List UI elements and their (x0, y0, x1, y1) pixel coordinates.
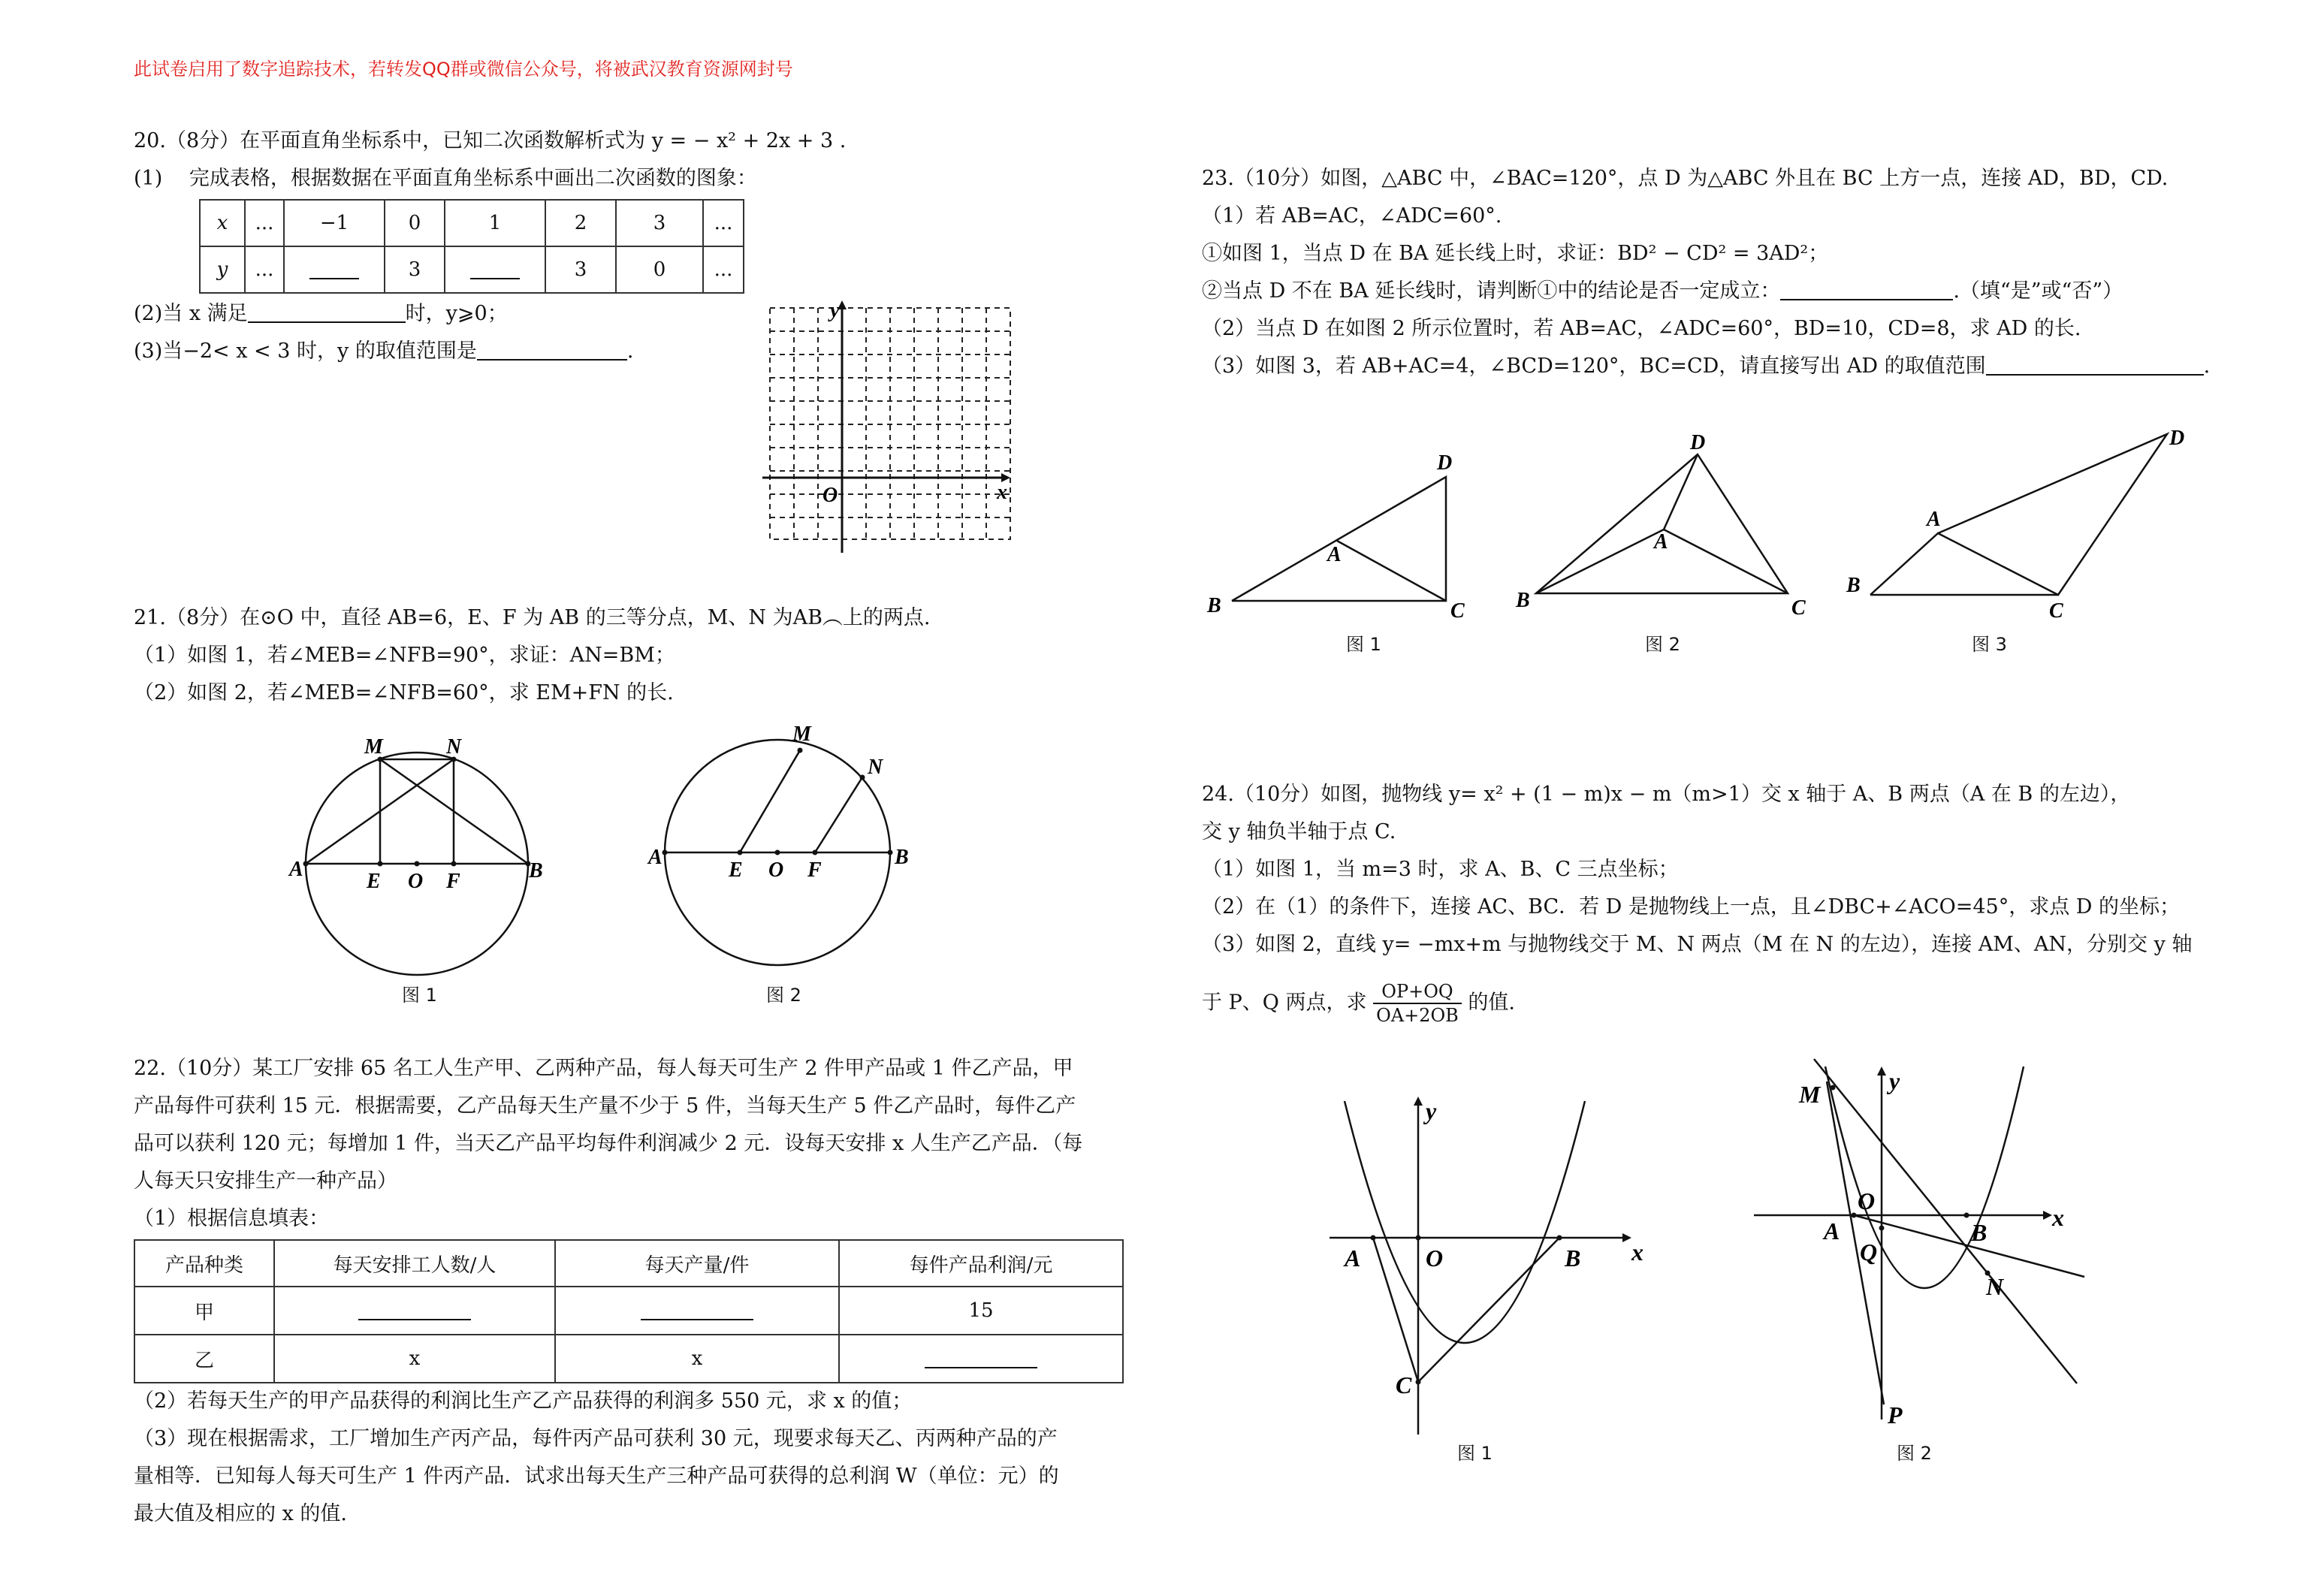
answer-blank[interactable] (1780, 279, 1953, 300)
point-label: B (895, 846, 909, 869)
q20-value-table (199, 199, 744, 294)
point-label: O (768, 858, 784, 882)
q23-figure-2 (1502, 428, 1818, 631)
q24-line-4: （2）在（1）的条件下，连接 AC、BC．若 D 是抛物线上一点，且∠DBC+∠ACO=45°，求点 D 的坐标； (1202, 895, 2181, 919)
q20-part2 (134, 300, 508, 327)
table-cell: 1 (445, 200, 545, 246)
axis-label-x: x (997, 481, 1007, 504)
point-label: E (729, 858, 743, 882)
point-label: C (1791, 596, 1806, 620)
table-cell: ... (245, 246, 284, 293)
point-label: D (2169, 427, 2185, 450)
fraction-denominator: OA+2OB (1376, 1005, 1459, 1026)
point-label: C (1396, 1371, 1412, 1398)
point-label: C (2049, 599, 2063, 623)
fraction-numerator: OP+OQ (1373, 980, 1462, 1004)
q23-figure-1 (1198, 443, 1484, 631)
point-label: A (289, 858, 303, 881)
point-label: D (1690, 431, 1706, 454)
arrow-icon (2043, 1211, 2052, 1220)
answer-blank[interactable] (445, 246, 545, 293)
table-header: 产品种类 (134, 1240, 274, 1287)
q23-line-4-prefix: ②当点 D 不在 BA 延长线时，请判断①中的结论是否一定成立： (1202, 279, 1781, 303)
point-label: A (1327, 543, 1342, 566)
q20-part2-prefix: (2)当 x 满足 (134, 302, 248, 325)
point-label: M (1799, 1081, 1821, 1108)
q23-line-2: （1）若 AB=AC，∠ADC=60°. (1202, 204, 1502, 228)
point-label: N (868, 756, 883, 779)
point-label: F (807, 858, 822, 882)
q22-line-9: 最大值及相应的 x 的值. (134, 1502, 347, 1525)
q22-line-1: 22.（10分）某工厂安排 65 名工人生产甲、乙两种产品，每人每天可生产 2 件甲产品或 1 件乙产品，甲 (134, 1057, 1073, 1080)
table-cell: 3 (545, 246, 616, 293)
table-cell: 0 (616, 246, 703, 293)
q22-line-2: 产品每件可获利 15 元．根据需要，乙产品每天生产量不少于 5 件，当每天生产 5 件乙产品时，每件乙产 (134, 1094, 1076, 1118)
table-cell: 2 (545, 200, 616, 246)
axis-label-x: x (2052, 1204, 2064, 1231)
table-cell: 3 (385, 246, 445, 293)
q24-figure-1 (1322, 1089, 1653, 1435)
q24-line-6 (1202, 980, 1515, 1027)
q21-part1: （1）如图 1，若∠MEB=∠NFB=90°，求证：AN=BM； (134, 644, 675, 667)
q24-line-6-suffix: 的值. (1468, 991, 1515, 1015)
q22-line-7: （3）现在根据需求，工厂增加生产丙产品，每件丙产品可获利 30 元，现要求每天乙、丙两种产品的产 (134, 1427, 1058, 1450)
answer-blank[interactable] (1986, 354, 2204, 376)
q20-coordinate-grid (762, 299, 1018, 554)
origin-label: O (1858, 1187, 1876, 1214)
q24-line-2: 交 y 轴负半轴于点 C. (1202, 820, 1396, 843)
figure-caption: 图 1 (402, 985, 437, 1006)
q23-line-4-suffix: .（填“是”或“否”） (1953, 279, 2123, 303)
q20-title: 20.（8分）在平面直角坐标系中，已知二次函数解析式为 y = − x² + 2x + 3 . (134, 129, 847, 152)
table-cell: −1 (284, 200, 385, 246)
point-label: A (1927, 508, 1941, 531)
arrow-icon (1414, 1097, 1423, 1106)
table-cell: 0 (385, 200, 445, 246)
q23-line-3: ①如图 1，当点 D 在 BA 延长线上时，求证：BD² − CD² = 3AD²； (1202, 242, 1829, 265)
q24-line-1: 24.（10分）如图，抛物线 y= x² + (1 − m)x − m（m>1）交 x 轴于 A、B 两点（A 在 B 的左边）， (1202, 783, 2131, 806)
figure-caption: 图 1 (1346, 634, 1381, 655)
q20-part3-suffix: . (626, 339, 634, 363)
watermark-notice: 此试卷启用了数字追踪技术，若转发QQ群或微信公众号，将被武汉教育资源网封号 (134, 59, 793, 80)
point-label: B (1207, 594, 1221, 617)
point-label: C (1450, 599, 1465, 623)
table-cell: x (555, 1335, 839, 1383)
axis-label-y: y (1426, 1097, 1437, 1124)
point-label: M (364, 735, 383, 759)
point-label: A (1824, 1217, 1840, 1245)
q23-line-1: 23.（10分）如图，△ABC 中，∠BAC=120°，点 D 为△ABC 外且在 BC 上方一点，连接 AD，BD，CD. (1202, 167, 2169, 190)
axis-label-y: y (830, 299, 840, 322)
figure-caption: 图 2 (1645, 634, 1680, 655)
q21-figure-2 (642, 714, 928, 976)
q24-line-5: （3）如图 2，直线 y= −mx+m 与抛物线交于 M、N 两点（M 在 N 的左边），连接 AM、AN，分别交 y 轴 (1202, 933, 2193, 956)
q21-title: 21.（8分）在⊙O 中，直径 AB=6，E、F 为 AB 的三等分点，M、N 为AB︵上的两点. (134, 606, 931, 629)
q23-figure-3 (1833, 421, 2193, 623)
point-label: A (1345, 1245, 1361, 1272)
point-label: D (1437, 451, 1453, 475)
point-label: P (1888, 1401, 1903, 1429)
q20-part3-prefix: (3)当−2< x < 3 时，y 的取值范围是 (134, 339, 477, 363)
table-cell: ... (703, 200, 744, 246)
q23-line-6 (1202, 353, 2210, 380)
table-cell: y (200, 246, 245, 293)
point-label: E (367, 870, 381, 893)
origin-label: O (822, 484, 838, 507)
table-header: 每天安排工人数/人 (274, 1240, 555, 1287)
q21-part2: （2）如图 2，若∠MEB=∠NFB=60°，求 EM+FN 的长. (134, 681, 674, 704)
ratio-fraction (1373, 980, 1462, 1027)
q22-line-6: （2）若每天生产的甲产品获得的利润比生产乙产品获得的利润多 550 元，求 x 的值； (134, 1389, 913, 1413)
point-label: O (408, 870, 424, 893)
arrow-icon (1622, 1233, 1631, 1242)
q23-line-6-prefix: （3）如图 3，若 AB+AC=4，∠BCD=120°，BC=CD，请直接写出 AD 的取值范围 (1202, 354, 1986, 378)
q23-line-6-suffix: . (2203, 354, 2211, 378)
q20-part2-suffix: 时，y⩾0； (405, 302, 508, 325)
q22-line-4: 人每天只安排生产一种产品） (134, 1169, 397, 1193)
figure-caption: 图 2 (766, 985, 801, 1006)
table-header: 每件产品利润/元 (839, 1240, 1123, 1287)
table-cell: ... (703, 246, 744, 293)
point-label: Q (1860, 1238, 1878, 1266)
q24-figure-2 (1743, 1059, 2088, 1435)
q22-line-5: （1）根据信息填表： (134, 1207, 330, 1230)
parabola-curve (1825, 1067, 2024, 1288)
table-cell: x (200, 200, 245, 246)
point-label: A (648, 846, 663, 869)
point-label: A (1654, 530, 1668, 554)
figure-caption: 图 1 (1457, 1443, 1493, 1464)
answer-blank[interactable] (477, 339, 627, 361)
answer-blank[interactable] (839, 1335, 1123, 1383)
q22-line-8: 量相等．已知每人每天可生产 1 件丙产品．试求出每天生产三种产品可获得的总利润 W（单位：元）的 (134, 1465, 1059, 1488)
axis-label-x: x (1631, 1238, 1643, 1266)
q21-figure-1 (285, 729, 541, 976)
figure-caption: 图 2 (1897, 1443, 1932, 1464)
point-label: B (1846, 574, 1861, 597)
point-label: M (792, 723, 811, 746)
q20-part3 (134, 338, 633, 365)
origin-label: O (1426, 1245, 1444, 1272)
answer-blank[interactable] (248, 302, 406, 323)
q22-line-3: 品可以获利 120 元；每增加 1 件，当天乙产品平均每件利润减少 2 元．设每天安排 x 人生产乙产品．（每 (134, 1132, 1083, 1155)
answer-blank[interactable] (555, 1287, 839, 1335)
table-cell: 15 (839, 1287, 1123, 1335)
table-cell: 乙 (134, 1335, 274, 1383)
q22-fill-table (134, 1239, 1124, 1383)
point-label: B (1516, 589, 1530, 612)
axis-label-y: y (1889, 1067, 1900, 1094)
table-header: 每天产量/件 (555, 1240, 839, 1287)
q24-line-3: （1）如图 1，当 m=3 时，求 A、B、C 三点坐标； (1202, 858, 1679, 881)
q20-part1: (1) 完成表格，根据数据在平面直角坐标系中画出二次函数的图象： (134, 167, 757, 190)
point-label: B (1971, 1219, 1988, 1246)
point-label: N (446, 735, 462, 759)
point-label: F (446, 870, 460, 893)
table-cell: 甲 (134, 1287, 274, 1335)
point-label: B (529, 859, 543, 882)
q23-line-5: （2）当点 D 在如图 2 所示位置时，若 AB=AC，∠ADC=60°，BD=10，CD=8，求 AD 的长. (1202, 317, 2081, 340)
answer-blank[interactable] (284, 246, 385, 293)
arrow-icon (1877, 1067, 1886, 1076)
table-cell: 3 (616, 200, 703, 246)
q23-line-4 (1202, 278, 2123, 305)
figure-caption: 图 3 (1972, 634, 2007, 655)
table-cell: x (274, 1335, 555, 1383)
point-label: B (1565, 1245, 1581, 1272)
parabola-curve (1345, 1101, 1585, 1343)
point-label: N (1986, 1273, 2004, 1300)
table-cell: ... (245, 200, 284, 246)
answer-blank[interactable] (274, 1287, 555, 1335)
q24-line-6-prefix: 于 P、Q 两点，求 (1202, 991, 1367, 1015)
